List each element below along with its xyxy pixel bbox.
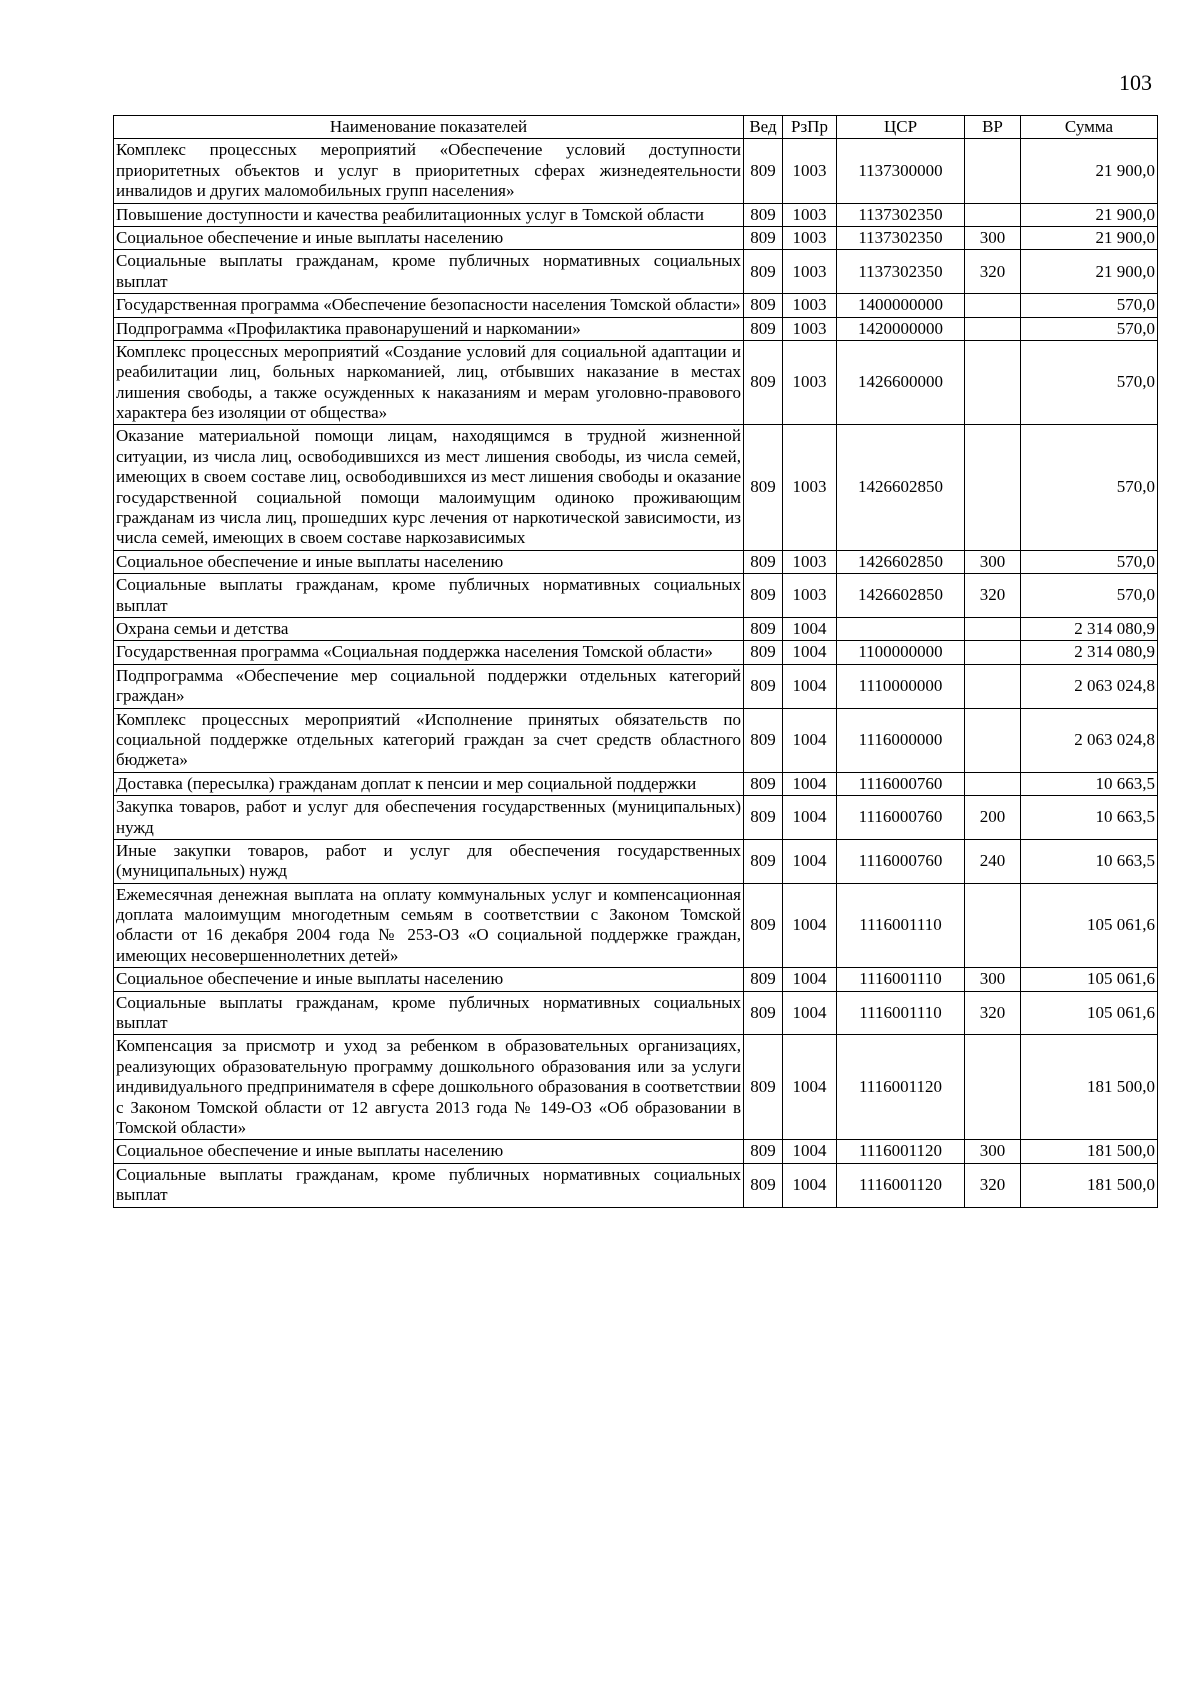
sum-cell: 2 063 024,8 [1021, 664, 1158, 708]
sum-cell: 10 663,5 [1021, 796, 1158, 840]
csr-cell: 1137302350 [837, 203, 965, 226]
table-row [114, 139, 1158, 203]
sum-cell: 10 663,5 [1021, 772, 1158, 795]
rzpr-cell: 1004 [783, 883, 837, 968]
csr-cell: 1137300000 [837, 139, 965, 203]
table-row [114, 968, 1158, 991]
sum-cell: 10 663,5 [1021, 839, 1158, 883]
sum-cell: 2 314 080,9 [1021, 617, 1158, 640]
csr-cell: 1116001120 [837, 1140, 965, 1163]
header-name: Наименование показателей [114, 116, 744, 139]
rzpr-cell: 1004 [783, 708, 837, 772]
vr-cell [965, 139, 1021, 203]
rzpr-cell: 1004 [783, 968, 837, 991]
table-row [114, 226, 1158, 249]
vr-cell [965, 340, 1021, 425]
indicator-name-cell: Социальные выплаты гражданам, кроме публичных нормативных социальных выплат [114, 250, 744, 294]
ved-cell: 809 [744, 1163, 783, 1207]
indicator-name-cell: Социальные выплаты гражданам, кроме публичных нормативных социальных выплат [114, 574, 744, 618]
ved-cell: 809 [744, 772, 783, 795]
sum-cell: 2 063 024,8 [1021, 708, 1158, 772]
csr-cell: 1426602850 [837, 550, 965, 573]
vr-cell: 320 [965, 991, 1021, 1035]
indicator-name-cell: Государственная программа «Обеспечение безопасности населения Томской области» [114, 294, 744, 317]
rzpr-cell: 1003 [783, 317, 837, 340]
vr-cell [965, 772, 1021, 795]
table-row [114, 617, 1158, 640]
table-row [114, 574, 1158, 618]
table-row [114, 340, 1158, 425]
vr-cell: 300 [965, 968, 1021, 991]
indicator-name-cell: Социальное обеспечение и иные выплаты населению [114, 968, 744, 991]
indicator-name-cell: Повышение доступности и качества реабилитационных услуг в Томской области [114, 203, 744, 226]
sum-cell: 181 500,0 [1021, 1035, 1158, 1140]
indicator-name-cell: Оказание материальной помощи лицам, находящимся в трудной жизненной ситуации, из числа лиц, освободившихся из мест лишения свободы, из числа семей, имеющих в своем составе лиц, освободившихся из мест лишения свободы и оказание государственной социальной помощи малоимущим одиноко проживающим гражданам из числа лиц, прошедших курс лечения от наркотической зависимости, из числа семей, имеющих в своем составе наркозависимых [114, 425, 744, 550]
rzpr-cell: 1003 [783, 550, 837, 573]
indicator-name-cell: Ежемесячная денежная выплата на оплату коммунальных услуг и компенсационная доплата малоимущим многодетным семьям в соответствии с Законом Томской области от 16 декабря 2004 года № 253-ОЗ «О социальной поддержке граждан, имеющих несовершеннолетних детей» [114, 883, 744, 968]
csr-cell: 1116000760 [837, 772, 965, 795]
csr-cell: 1100000000 [837, 641, 965, 664]
table-row [114, 550, 1158, 573]
vr-cell: 240 [965, 839, 1021, 883]
ved-cell: 809 [744, 203, 783, 226]
indicator-name-cell: Подпрограмма «Профилактика правонарушений и наркомании» [114, 317, 744, 340]
csr-cell: 1116001110 [837, 991, 965, 1035]
table-row [114, 883, 1158, 968]
ved-cell: 809 [744, 294, 783, 317]
csr-cell: 1400000000 [837, 294, 965, 317]
vr-cell [965, 425, 1021, 550]
indicator-name-cell: Государственная программа «Социальная поддержка населения Томской области» [114, 641, 744, 664]
rzpr-cell: 1003 [783, 139, 837, 203]
ved-cell: 809 [744, 708, 783, 772]
table-header [114, 116, 1158, 139]
ved-cell: 809 [744, 340, 783, 425]
table-row [114, 796, 1158, 840]
vr-cell: 300 [965, 1140, 1021, 1163]
sum-cell: 21 900,0 [1021, 139, 1158, 203]
csr-cell: 1426602850 [837, 574, 965, 618]
header-rzpr: РзПр [783, 116, 837, 139]
csr-cell: 1110000000 [837, 664, 965, 708]
indicator-name-cell: Комплекс процессных мероприятий «Создание условий для социальной адаптации и реабилитации лиц, больных наркоманией, лиц, отбывших наказание в местах лишения свободы, а также осужденных к наказаниям и мерам уголовно-правового характера без изоляции от общества» [114, 340, 744, 425]
csr-cell: 1116000760 [837, 839, 965, 883]
vr-cell: 300 [965, 550, 1021, 573]
sum-cell: 105 061,6 [1021, 883, 1158, 968]
rzpr-cell: 1003 [783, 294, 837, 317]
table-row [114, 1035, 1158, 1140]
vr-cell [965, 617, 1021, 640]
indicator-name-cell: Социальные выплаты гражданам, кроме публичных нормативных социальных выплат [114, 1163, 744, 1207]
table-row [114, 772, 1158, 795]
vr-cell: 300 [965, 226, 1021, 249]
vr-cell [965, 317, 1021, 340]
rzpr-cell: 1004 [783, 796, 837, 840]
csr-cell: 1426600000 [837, 340, 965, 425]
vr-cell [965, 294, 1021, 317]
header-csr: ЦСР [837, 116, 965, 139]
sum-cell: 181 500,0 [1021, 1140, 1158, 1163]
sum-cell: 105 061,6 [1021, 991, 1158, 1035]
csr-cell: 1116000000 [837, 708, 965, 772]
table-row [114, 317, 1158, 340]
table-row [114, 991, 1158, 1035]
ved-cell: 809 [744, 991, 783, 1035]
rzpr-cell: 1004 [783, 1163, 837, 1207]
table-row [114, 250, 1158, 294]
rzpr-cell: 1003 [783, 226, 837, 249]
csr-cell: 1116001110 [837, 968, 965, 991]
vr-cell [965, 641, 1021, 664]
sum-cell: 21 900,0 [1021, 203, 1158, 226]
rzpr-cell: 1003 [783, 250, 837, 294]
table-row [114, 1163, 1158, 1207]
csr-cell: 1420000000 [837, 317, 965, 340]
sum-cell: 21 900,0 [1021, 226, 1158, 249]
indicator-name-cell: Иные закупки товаров, работ и услуг для обеспечения государственных (муниципальных) нужд [114, 839, 744, 883]
indicator-name-cell: Социальное обеспечение и иные выплаты населению [114, 1140, 744, 1163]
ved-cell: 809 [744, 883, 783, 968]
table-row [114, 839, 1158, 883]
budget-table [113, 115, 1158, 1208]
ved-cell: 809 [744, 839, 783, 883]
csr-cell: 1116001120 [837, 1163, 965, 1207]
csr-cell: 1137302350 [837, 250, 965, 294]
ved-cell: 809 [744, 664, 783, 708]
csr-cell: 1137302350 [837, 226, 965, 249]
table-row [114, 203, 1158, 226]
rzpr-cell: 1004 [783, 664, 837, 708]
csr-cell: 1116001120 [837, 1035, 965, 1140]
rzpr-cell: 1003 [783, 340, 837, 425]
ved-cell: 809 [744, 425, 783, 550]
csr-cell: 1426602850 [837, 425, 965, 550]
indicator-name-cell: Охрана семьи и детства [114, 617, 744, 640]
vr-cell [965, 203, 1021, 226]
indicator-name-cell: Социальное обеспечение и иные выплаты населению [114, 226, 744, 249]
rzpr-cell: 1003 [783, 574, 837, 618]
csr-cell: 1116000760 [837, 796, 965, 840]
sum-cell: 570,0 [1021, 550, 1158, 573]
rzpr-cell: 1004 [783, 617, 837, 640]
rzpr-cell: 1004 [783, 641, 837, 664]
rzpr-cell: 1004 [783, 772, 837, 795]
indicator-name-cell: Социальные выплаты гражданам, кроме публичных нормативных социальных выплат [114, 991, 744, 1035]
ved-cell: 809 [744, 550, 783, 573]
ved-cell: 809 [744, 574, 783, 618]
ved-cell: 809 [744, 317, 783, 340]
table-row [114, 1140, 1158, 1163]
sum-cell: 181 500,0 [1021, 1163, 1158, 1207]
header-row [114, 116, 1158, 139]
rzpr-cell: 1003 [783, 425, 837, 550]
vr-cell: 200 [965, 796, 1021, 840]
sum-cell: 570,0 [1021, 425, 1158, 550]
sum-cell: 105 061,6 [1021, 968, 1158, 991]
vr-cell: 320 [965, 1163, 1021, 1207]
ved-cell: 809 [744, 968, 783, 991]
rzpr-cell: 1004 [783, 839, 837, 883]
vr-cell [965, 708, 1021, 772]
table-row [114, 294, 1158, 317]
ved-cell: 809 [744, 617, 783, 640]
sum-cell: 570,0 [1021, 317, 1158, 340]
table-body [114, 139, 1158, 1207]
sum-cell: 2 314 080,9 [1021, 641, 1158, 664]
indicator-name-cell: Комплекс процессных мероприятий «Исполнение принятых обязательств по социальной поддержке отдельных категорий граждан за счет средств областного бюджета» [114, 708, 744, 772]
indicator-name-cell: Доставка (пересылка) гражданам доплат к пенсии и мер социальной поддержки [114, 772, 744, 795]
table-row [114, 708, 1158, 772]
sum-cell: 21 900,0 [1021, 250, 1158, 294]
ved-cell: 809 [744, 139, 783, 203]
indicator-name-cell: Закупка товаров, работ и услуг для обеспечения государственных (муниципальных) нужд [114, 796, 744, 840]
vr-cell: 320 [965, 250, 1021, 294]
indicator-name-cell: Комплекс процессных мероприятий «Обеспечение условий доступности приоритетных объектов и услуг в приоритетных сферах жизнедеятельности инвалидов и других маломобильных групп населения» [114, 139, 744, 203]
indicator-name-cell: Компенсация за присмотр и уход за ребенком в образовательных организациях, реализующих образовательную программу дошкольного образования или за услуги индивидуального предпринимателя в сфере дошкольного образования в соответствии с Законом Томской области от 12 августа 2013 года № 149-ОЗ «Об образовании в Томской области» [114, 1035, 744, 1140]
vr-cell [965, 883, 1021, 968]
csr-cell: 1116001110 [837, 883, 965, 968]
sum-cell: 570,0 [1021, 574, 1158, 618]
ved-cell: 809 [744, 796, 783, 840]
table-row [114, 664, 1158, 708]
indicator-name-cell: Социальное обеспечение и иные выплаты населению [114, 550, 744, 573]
vr-cell [965, 1035, 1021, 1140]
ved-cell: 809 [744, 226, 783, 249]
table-row [114, 641, 1158, 664]
table-row [114, 425, 1158, 550]
sum-cell: 570,0 [1021, 294, 1158, 317]
ved-cell: 809 [744, 1035, 783, 1140]
vr-cell [965, 664, 1021, 708]
vr-cell: 320 [965, 574, 1021, 618]
header-sum: Сумма [1021, 116, 1158, 139]
csr-cell [837, 617, 965, 640]
rzpr-cell: 1004 [783, 1035, 837, 1140]
ved-cell: 809 [744, 1140, 783, 1163]
rzpr-cell: 1003 [783, 203, 837, 226]
ved-cell: 809 [744, 641, 783, 664]
rzpr-cell: 1004 [783, 991, 837, 1035]
header-ved: Вед [744, 116, 783, 139]
header-vr: ВР [965, 116, 1021, 139]
rzpr-cell: 1004 [783, 1140, 837, 1163]
indicator-name-cell: Подпрограмма «Обеспечение мер социальной поддержки отдельных категорий граждан» [114, 664, 744, 708]
sum-cell: 570,0 [1021, 340, 1158, 425]
ved-cell: 809 [744, 250, 783, 294]
page-number: 103 [1119, 70, 1152, 95]
